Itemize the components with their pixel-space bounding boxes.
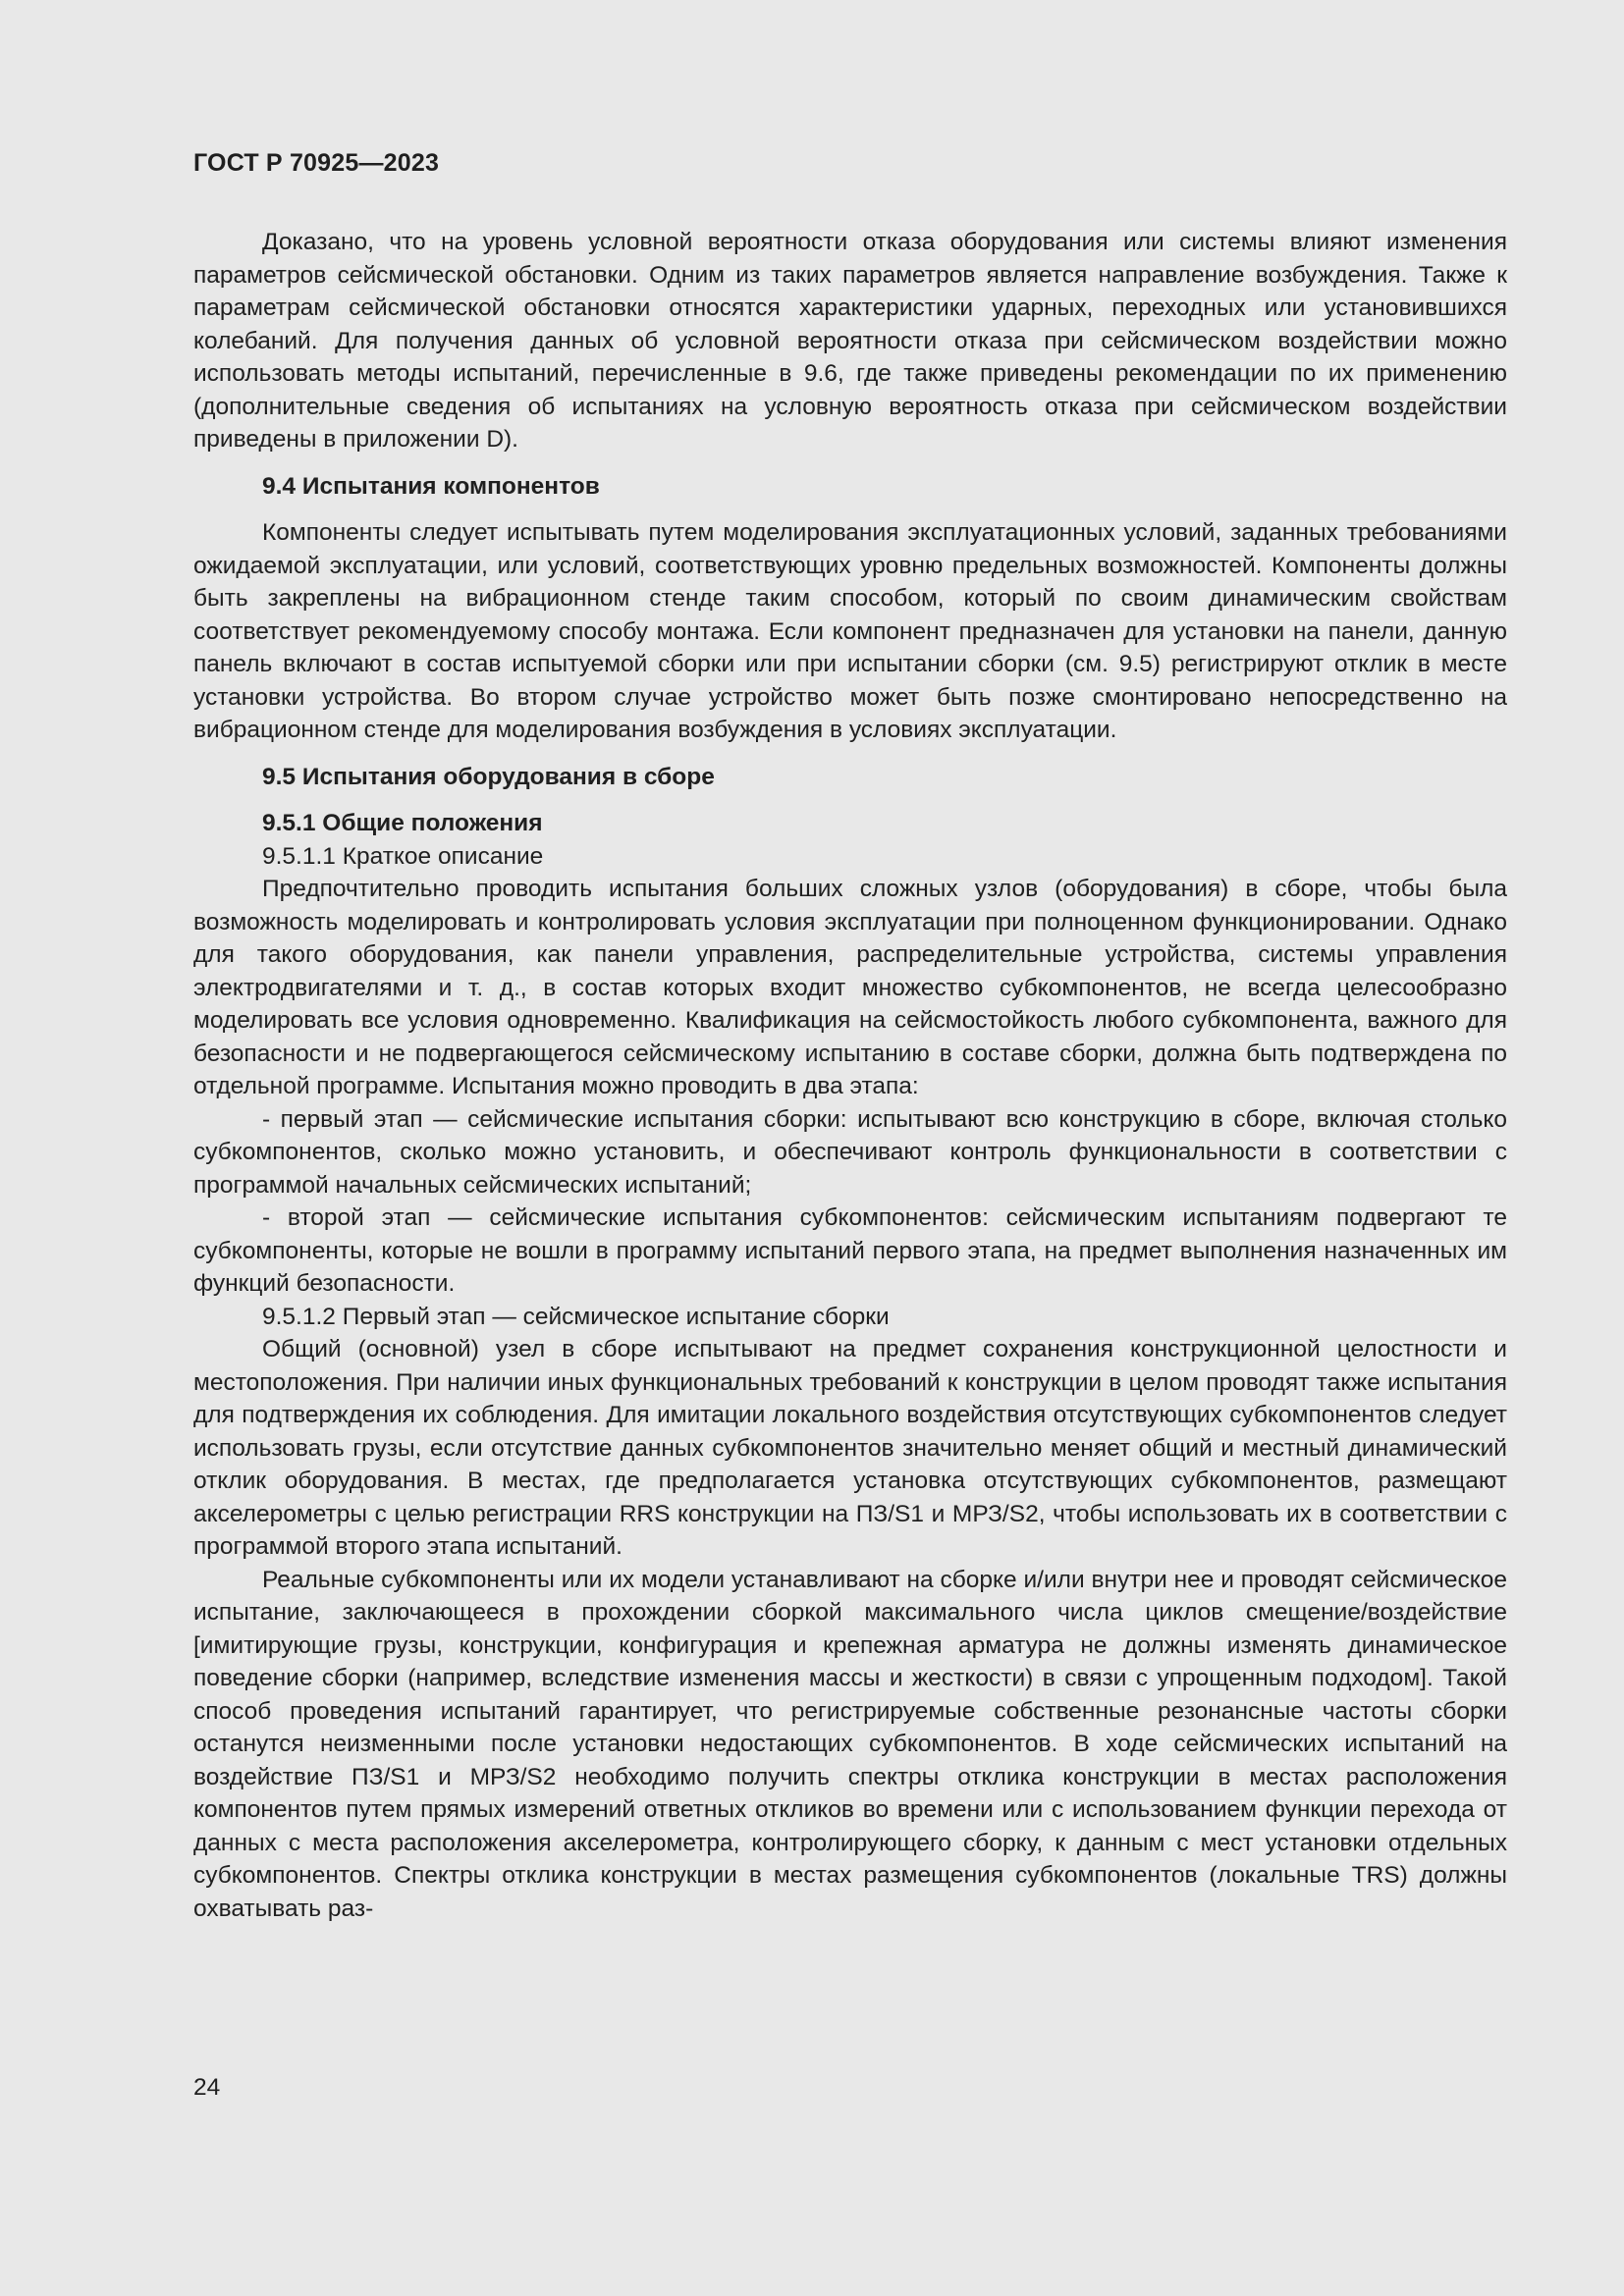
page-number: 24 bbox=[193, 2074, 221, 2101]
list-item-second-stage: - второй этап — сейсмические испытания субкомпонентов: сейсмическим испытаниям подвергают те субкомпоненты, которые не вошли в программу испытаний первого этапа, на предмет выполнения назначенных им функций безопасности. bbox=[193, 1204, 1507, 1297]
section-heading-9-4: 9.4 Испытания компонентов bbox=[262, 472, 600, 500]
subsection-heading-9-5-1-2: 9.5.1.2 Первый этап — сейсмическое испытание сборки bbox=[262, 1303, 890, 1330]
document-body bbox=[193, 226, 1507, 1925]
section-heading-9-5: 9.5 Испытания оборудования в сборе bbox=[262, 763, 715, 790]
paragraph-subcomponents-test: Реальные субкомпоненты или их модели устанавливают на сборке и/или внутри нее и проводят сейсмическое испытание, заключающееся в прохождении сборкой максимального числа циклов смещение/воздействие [имитирующие грузы, конструкции, конфигурация и крепежная арматура не должны изменять динамическое поведение сборки (например, вследствие изменения массы и жесткости) в связи с упрощенным подходом]. Такой способ проведения испытаний гарантирует, что регистрируемые собственные резонансные частоты сборки останутся неизменными после установки недостающих субкомпонентов. В ходе сейсмических испытаний на воздействие ПЗ/S1 и МРЗ/S2 необходимо получить спектры отклика конструкции в местах расположения компонентов путем прямых измерений ответных откликов во времени или с использованием функции перехода от данных с места расположения акселерометра, контролирующего сборку, к данным с мест установки отдельных субкомпонентов. Спектры отклика конструкции в местах размещения субкомпонентов (локальные TRS) должны охватывать раз- bbox=[193, 1566, 1507, 1922]
paragraph-components-testing: Компоненты следует испытывать путем моделирования эксплуатационных условий, заданных требованиями ожидаемой эксплуатации, или условий, соответствующих уровню предельных возможностей. Компоненты должны быть закреплены на вибрационном стенде таким способом, который по своим динамическим свойствам соответствует рекомендуемому способу монтажа. Если компонент предназначен для установки на панели, данную панель включают в состав испытуемой сборки или при испытании сборки (см. 9.5) регистрируют отклик в месте установки устройства. Во втором случае устройство может быть позже смонтировано непосредственно на вибрационном стенде для моделирования возбуждения в условиях эксплуатации. bbox=[193, 519, 1507, 743]
section-heading-9-5-1: 9.5.1 Общие положения bbox=[262, 810, 543, 836]
document-header: ГОСТ Р 70925—2023 bbox=[193, 149, 440, 177]
paragraph-intro: Доказано, что на уровень условной вероятности отказа оборудования или системы влияют изменения параметров сейсмической обстановки. Одним из таких параметров является направление возбуждения. Также к параметрам сейсмической обстановки относятся характеристики ударных, переходных или установившихся колебаний. Для получения данных об условной вероятности отказа при сейсмическом воздействии можно использовать методы испытаний, перечисленные в 9.6, где также приведены рекомендации по их применению (дополнительные сведения об испытаниях на условную вероятность отказа при сейсмическом воздействии приведены в приложении D). bbox=[193, 229, 1507, 453]
paragraph-brief-description: Предпочтительно проводить испытания больших сложных узлов (оборудования) в сборе, чтобы была возможность моделировать и контролировать условия эксплуатации при полноценном функционировании. Однако для такого оборудования, как панели управления, распределительные устройства, системы управления электродвигателями и т. д., в состав которых входит множество субкомпонентов, не всегда целесообразно моделировать все условия одновременно. Квалификация на сейсмостойкость любого субкомпонента, важного для безопасности и не подвергающегося сейсмическому испытанию в составе сборки, должна быть подтверждена по отдельной программе. Испытания можно проводить в два этапа: bbox=[193, 876, 1507, 1099]
subsection-heading-9-5-1-1: 9.5.1.1 Краткое описание bbox=[262, 842, 544, 870]
list-item-first-stage: - первый этап — сейсмические испытания сборки: испытывают всю конструкцию в сборе, включая столько субкомпонентов, сколько можно установить, и обеспечивают контроль функциональности в соответствии с программой начальных сейсмических испытаний; bbox=[193, 1105, 1507, 1199]
paragraph-assembly-test: Общий (основной) узел в сборе испытывают на предмет сохранения конструкционной целостности и местоположения. При наличии иных функциональных требований к конструкции в целом проводят также испытания для подтверждения их соблюдения. Для имитации локального воздействия отсутствующих субкомпонентов следует использовать грузы, если отсутствие данных субкомпонентов значительно меняет общий и местный динамический отклик оборудования. В местах, где предполагается установка отсутствующих субкомпонентов, размещают акселерометры с целью регистрации RRS конструкции на ПЗ/S1 и МРЗ/S2, чтобы использовать их в соответствии с программой второго этапа испытаний. bbox=[193, 1336, 1507, 1560]
